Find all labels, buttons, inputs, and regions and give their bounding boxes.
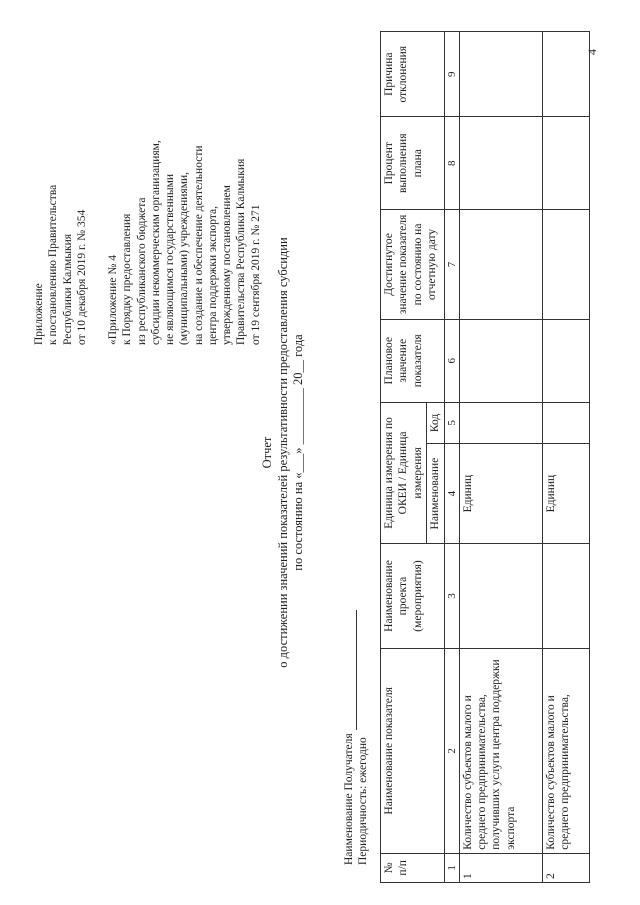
row-num: 1 — [459, 853, 542, 882]
appendix-line: центра поддержки экспорта, — [206, 206, 219, 345]
period-label: Периодичность: ежегодно — [356, 737, 369, 865]
header-achieved: Достигнутое значение показателя по состоянию на отчетную дату — [381, 210, 445, 320]
appendix-line: не являющимся государственными — [164, 173, 176, 345]
report-title: Отчет — [260, 436, 274, 469]
row-achieved — [459, 210, 542, 320]
appendix-line: от 19 сентября 2019 г. № 271 — [249, 204, 262, 345]
row-plan — [542, 319, 589, 402]
header-project: Наименование проекта (мероприятия) — [381, 544, 445, 649]
appendix-block — [32, 15, 263, 345]
report-subtitle: о достижении значений показателей результативности предоставления субсидии — [275, 237, 290, 668]
table-row — [459, 32, 542, 883]
appendix-line: субсидии некоммерческим организациям, — [149, 140, 162, 345]
column-number: 9 — [444, 32, 459, 117]
page-number: 4 — [585, 49, 599, 55]
spacer — [89, 15, 106, 345]
row-reason — [459, 32, 542, 117]
table-row — [542, 32, 589, 883]
recipient-label: Наименование Получателя — [343, 733, 355, 865]
row-project — [459, 544, 542, 649]
appendix-line: Правительства Республики Калмыкия — [235, 158, 248, 345]
column-number: 1 — [444, 853, 459, 882]
appendix-line: (муниципальными) учреждениями, — [178, 171, 191, 345]
header-reason: Причина отклонения — [381, 32, 445, 117]
row-indicator: Количество субъектов малого и среднего предпринимательства, — [542, 648, 589, 853]
header-unit-group: Единица измерения по ОКЕИ / Единица измерения — [381, 402, 427, 543]
row-achieved — [542, 210, 589, 320]
appendix-line: от 10 декабря 2019 г. № 354 — [75, 209, 88, 345]
appendix-line: к постановлению Правительства — [47, 184, 60, 345]
table-header-row — [381, 32, 427, 883]
row-percent — [459, 117, 542, 210]
header-percent: Процент выполнения плана — [381, 117, 445, 210]
row-num: 2 — [542, 853, 589, 882]
appendix-line: утвержденному постановлением — [221, 185, 233, 345]
column-number-row — [444, 32, 459, 883]
report-title-block — [260, 0, 307, 905]
report-meta — [343, 610, 371, 865]
column-number: 2 — [444, 648, 459, 853]
appendix-line: «Приложение № 4 — [107, 255, 119, 345]
row-reason — [542, 32, 589, 117]
header-num: № п/п — [381, 853, 445, 882]
appendix-line: Приложение — [33, 283, 45, 345]
column-number: 7 — [444, 210, 459, 320]
column-number: 3 — [444, 544, 459, 649]
row-unit-name: Единиц — [542, 444, 589, 544]
header-unit-name: Наименование — [427, 444, 444, 544]
appendix-line: Республики Калмыкия — [61, 233, 74, 345]
row-indicator: Количество субъектов малого и среднего предпринимательства, получивших услуги центра поддержки экспорта — [459, 648, 542, 853]
header-unit-code: Код — [427, 402, 444, 443]
column-number: 5 — [444, 402, 459, 443]
header-indicator: Наименование показателя — [381, 648, 445, 853]
column-number: 4 — [444, 444, 459, 544]
appendix-line: к Порядку предоставления — [121, 213, 134, 345]
row-unit-code — [542, 402, 589, 443]
recipient-blank-line — [345, 610, 357, 730]
report-date-line: по состоянию на «___» _________ 20__ года — [291, 334, 306, 571]
appendix-line: на создание и обеспечение деятельности — [192, 145, 205, 345]
row-unit-code — [459, 402, 542, 443]
row-project — [542, 544, 589, 649]
row-plan — [459, 319, 542, 402]
appendix-line: из республиканского бюджета — [135, 197, 148, 345]
column-number: 6 — [444, 319, 459, 402]
header-plan: Плановое значение показателя — [381, 319, 445, 402]
row-unit-name: Единиц — [459, 444, 542, 544]
indicators-table — [380, 31, 590, 883]
row-percent — [542, 117, 589, 210]
column-number: 8 — [444, 117, 459, 210]
